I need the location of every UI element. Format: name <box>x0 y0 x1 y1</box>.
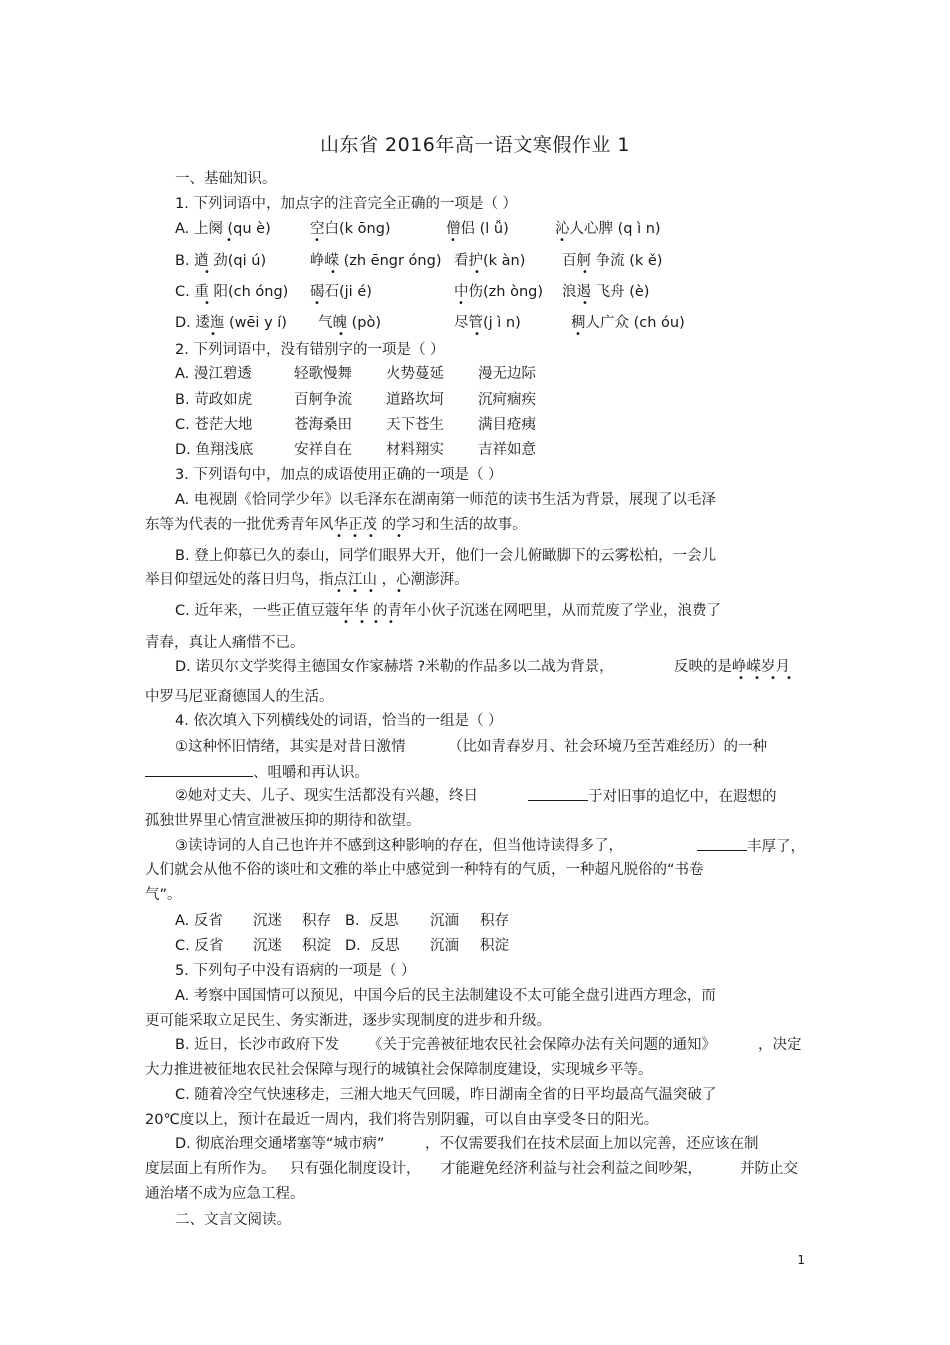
q2-option-d: D. 鱼翔浅底 <box>175 442 254 458</box>
q2-option-a-word4: 漫无边际 <box>478 366 536 382</box>
fill-blank <box>145 762 253 777</box>
question-5-stem: 5. 下列句子中没有语病的一项是（ ） <box>175 963 416 979</box>
q5-option-d-line1-end: ，不仅需要我们在技术层面上加以完善，还应该在制 <box>425 1136 759 1152</box>
q2-option-a-word3: 火势蔓延 <box>386 366 444 382</box>
emphasis-dot: • <box>204 267 210 278</box>
emphasis-dot: • <box>352 586 358 597</box>
emphasis-dot: • <box>754 673 760 684</box>
q1-option-c-word4: 浪遏 飞舟 (è) <box>562 284 650 300</box>
q2-option-b: B. 苛政如虎 <box>175 392 253 408</box>
fill-blank <box>528 786 588 801</box>
q5-option-b-document-title: 《关于完善被征地农民社会保障办法有关问题的通知》 <box>368 1037 716 1053</box>
q3-option-a-line2: 东等为代表的一批优秀青年风华正茂 的学习和生活的故事。 <box>145 517 527 533</box>
q4-option-d-word2: 沉湎 <box>430 938 459 954</box>
q5-option-c-line2: 20℃度以上，预计在最近一周内，我们将告别阴霾，可以自由享受冬日的阳光。 <box>145 1112 659 1128</box>
q1-option-a-word3: 僧侣 (l ǚ) <box>446 221 509 237</box>
q2-option-d-word3: 材料翔实 <box>386 442 444 458</box>
emphasis-dot: • <box>359 617 365 628</box>
q4-passage-1-tail: 、咀嚼和再认识。 <box>253 765 369 781</box>
q1-option-a: A. 上阕 (qu è) <box>175 221 271 237</box>
q2-option-b-word4: 沉疴痼疾 <box>478 392 536 408</box>
emphasis-dot: • <box>330 267 336 278</box>
q4-option-c-word2: 沉迷 <box>253 938 282 954</box>
q4-option-a-word3: 积存 <box>302 913 331 929</box>
q3-option-c-line2: 青春，真让人痛惜不已。 <box>145 635 305 651</box>
q4-passage-2-line2: 孤独世界里心情宣泄被压抑的期待和欲望。 <box>145 813 421 829</box>
section-heading-2: 二、文言文阅读。 <box>175 1212 291 1228</box>
q5-option-a-line2: 更可能采取立足民生、务实渐进，逐步实现制度的进步和升级。 <box>145 1013 551 1029</box>
q2-option-d-word2: 安祥自在 <box>294 442 352 458</box>
q1-option-c-word2: 碣石(ji é) <box>310 284 372 300</box>
q1-option-b-word4: 百舸 争流 (k ě) <box>562 253 663 269</box>
emphasis-dot: • <box>474 267 480 278</box>
emphasis-dot: • <box>738 673 744 684</box>
q4-passage-3-end <box>697 836 805 857</box>
emphasis-dot: • <box>314 235 320 246</box>
emphasis-dot: • <box>336 586 342 597</box>
q4-option-d: D．反思 <box>345 938 400 954</box>
q4-option-a: A. 反省 <box>175 913 223 929</box>
q4-passage-1-end <box>145 762 369 783</box>
q2-option-d-word4: 吉祥如意 <box>478 442 536 458</box>
emphasis-dot: • <box>368 586 374 597</box>
q2-option-c: C. 苍茫大地 <box>175 417 253 433</box>
q5-option-b-line1-start: B. 近日，长沙市政府下发 <box>175 1037 340 1053</box>
q4-passage-2-start: ②她对丈夫、儿子、现实生活都没有兴趣，终日 <box>175 788 478 804</box>
emphasis-dot: • <box>575 329 581 340</box>
q1-option-c: C. 重 阳(ch óng) <box>175 284 289 300</box>
q5-option-d-line2-a: 度层面上有所作为。 <box>145 1161 276 1177</box>
q5-option-d-line2-c: 才能避免经济利益与社会利益之间吵架， <box>441 1161 702 1177</box>
q4-passage-3-start: ③读诗词的人自己也许并不感到这种影响的存在，但当他诗读得多了， <box>175 838 623 854</box>
q1-option-d: D. 逶迤 (wēi y í) <box>175 315 287 331</box>
q5-option-c-line1: C. 随着冷空气快速移走，三湘大地天气回暖，昨日湖南全省的日平均最高气温突破了 <box>175 1087 717 1103</box>
question-4-stem: 4. 依次填入下列横线处的词语，恰当的一组是（ ） <box>175 713 503 729</box>
q2-option-a-word2: 轻歌慢舞 <box>294 366 352 382</box>
q4-passage-3-tail: 丰厚了， <box>747 839 805 855</box>
fill-blank <box>697 836 747 851</box>
emphasis-dot: • <box>343 617 349 628</box>
emphasis-dot: • <box>396 531 402 542</box>
emphasis-dot: • <box>458 298 464 309</box>
q4-option-b: B．反思 <box>345 913 399 929</box>
q3-option-d-line1: D. 诺贝尔文学奖得主德国女作家赫塔 ?米勒的作品多以二战为背景， <box>175 659 614 675</box>
q1-option-d-word4: 稠人广众 (ch óu) <box>571 315 685 331</box>
page-title: 山东省 2016年高一语文寒假作业 1 <box>319 134 631 156</box>
emphasis-dot: • <box>373 617 379 628</box>
q3-option-d-line2: 中罗马尼亚裔德国人的生活。 <box>145 689 334 705</box>
q3-option-b-line1: B. 登上仰慕已久的泰山，同学们眼界大开，他们一会儿俯瞰脚下的云雾松柏，一会儿 <box>175 548 717 564</box>
emphasis-dot: • <box>210 329 216 340</box>
emphasis-dot: • <box>226 235 232 246</box>
q3-option-b-line2: 举目仰望远处的落日归鸟，指点江山 ，心潮澎湃。 <box>145 572 469 588</box>
emphasis-dot: • <box>368 531 374 542</box>
q2-option-a: A. 漫江碧透 <box>175 366 252 382</box>
q1-option-a-word2: 空白(k ōng) <box>310 221 391 237</box>
emphasis-dot: • <box>786 673 792 684</box>
q4-option-b-word2: 沉湎 <box>430 913 459 929</box>
q5-option-d-line2-b: 只有强化制度设计， <box>290 1161 421 1177</box>
q4-option-c: C. 反省 <box>175 938 224 954</box>
page-number: 1 <box>797 1253 805 1267</box>
emphasis-dot: • <box>338 329 344 340</box>
emphasis-dot: • <box>388 617 394 628</box>
q5-option-a-line1: A. 考察中国国情可以预见，中国今后的民主法制建设不太可能全盘引进西方理念，而 <box>175 988 716 1004</box>
emphasis-dot: • <box>204 298 210 309</box>
q1-option-b-word2: 峥嵘 (zh ēngr óng) <box>310 253 442 269</box>
q2-option-c-word4: 满目疮痍 <box>478 417 536 433</box>
q1-option-a-word4: 沁人心脾 (q ì n) <box>555 221 661 237</box>
q2-option-b-word2: 百舸争流 <box>294 392 352 408</box>
emphasis-dot: • <box>352 531 358 542</box>
q3-option-d-line1-end: 反映的是峥嵘岁月 <box>674 659 790 675</box>
q5-option-b-line2: 大力推进被征地农民社会保障与现行的城镇社会保障制度建设，实现城乡平等。 <box>145 1062 653 1078</box>
q3-option-a-line1: A. 电视剧《恰同学少年》以毛泽东在湖南第一师范的读书生活为背景，展现了以毛泽 <box>175 492 716 508</box>
emphasis-dot: • <box>336 531 342 542</box>
emphasis-dot: • <box>559 235 565 246</box>
emphasis-dot: • <box>450 235 456 246</box>
section-heading-1: 一、基础知识。 <box>175 171 277 187</box>
question-2-stem: 2. 下列词语中，没有错别字的一项是（ ） <box>175 342 445 358</box>
emphasis-dot: • <box>582 267 588 278</box>
q5-option-d-line2-d: 并防止交 <box>740 1161 798 1177</box>
emphasis-dot: • <box>770 673 776 684</box>
q4-passage-1-mid: （比如青春岁月、社会环境乃至苦难经历）的一种 <box>448 739 767 755</box>
q5-option-d-line1-start: D. 彻底治理交通堵塞等“城市病” <box>175 1136 385 1152</box>
q4-passage-2-end <box>528 786 777 807</box>
q1-option-d-word3: 尽管(j ì n) <box>454 315 521 331</box>
q4-passage-3-line3: 气”。 <box>145 887 182 903</box>
q2-option-c-word2: 苍海桑田 <box>294 417 352 433</box>
q5-option-d-line3: 通治堵不成为应急工程。 <box>145 1186 305 1202</box>
q4-option-d-word3: 积淀 <box>480 938 509 954</box>
q2-option-c-word3: 天下苍生 <box>386 417 444 433</box>
q4-option-c-word3: 积淀 <box>302 938 331 954</box>
emphasis-dot: • <box>396 586 402 597</box>
q4-option-a-word2: 沉迷 <box>253 913 282 929</box>
q1-option-b-word3: 看护(k àn) <box>454 253 526 269</box>
question-1-stem: 1. 下列词语中，加点字的注音完全正确的一项是（ ） <box>175 196 518 212</box>
q4-passage-3-line2: 人们就会从他不俗的谈吐和文雅的举止中感觉到一种特有的气质，一种超凡脱俗的“书卷 <box>145 862 704 878</box>
q4-passage-1-start: ①这种怀旧情绪，其实是对昔日激情 <box>175 739 406 755</box>
q1-option-d-word2: 气魄 (pò) <box>318 315 381 331</box>
q1-option-b: B. 遒 劲(qi ú) <box>175 253 267 269</box>
q5-option-b-line1-end: ，决定 <box>758 1037 802 1053</box>
emphasis-dot: • <box>582 298 588 309</box>
question-3-stem: 3. 下列语句中，加点的成语使用正确的一项是（ ） <box>175 467 503 483</box>
emphasis-dot: • <box>314 298 320 309</box>
q4-passage-2-tail: 于对旧事的追忆中，在遐想的 <box>588 789 777 805</box>
q4-option-b-word3: 积存 <box>480 913 509 929</box>
q2-option-b-word3: 道路坎坷 <box>386 392 444 408</box>
q3-option-c-line1: C. 近年来，一些正值豆蔻年华 的青年小伙子沉迷在网吧里，从而荒废了学业，浪费了 <box>175 603 721 619</box>
q1-option-c-word3: 中伤(zh òng) <box>454 284 543 300</box>
emphasis-dot: • <box>474 329 480 340</box>
